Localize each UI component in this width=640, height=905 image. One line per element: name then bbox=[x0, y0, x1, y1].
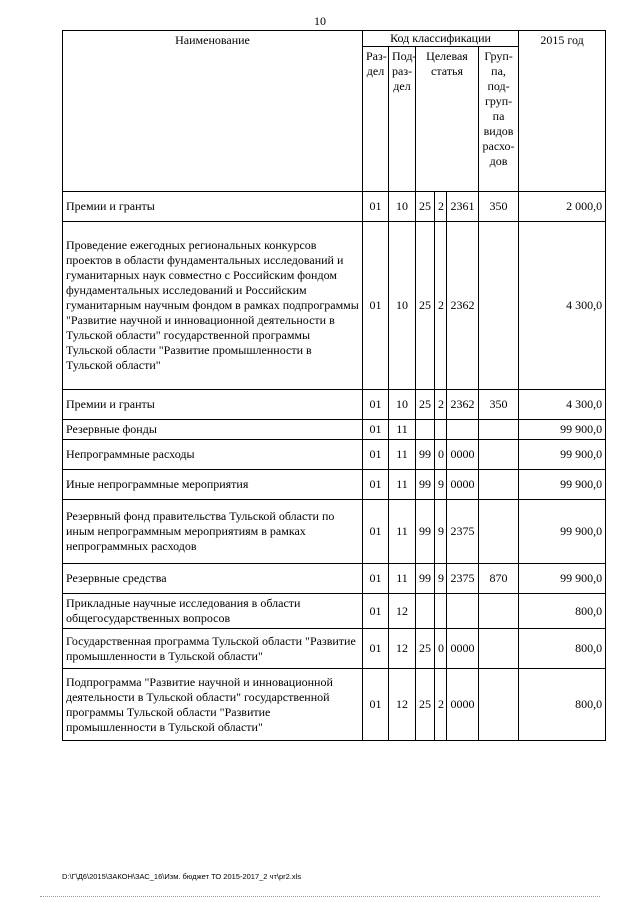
header-razdel: Раз- дел bbox=[363, 47, 389, 192]
row-razdel: 01 bbox=[363, 470, 389, 500]
row-name: Резервные средства bbox=[63, 564, 363, 594]
header-year: 2015 год bbox=[519, 31, 606, 192]
row-podrazdel: 12 bbox=[389, 629, 416, 669]
row-target-direction: 0000 bbox=[447, 470, 479, 500]
row-razdel: 01 bbox=[363, 222, 389, 390]
row-target-direction: 0000 bbox=[447, 669, 479, 741]
row-target-subprogram: 2 bbox=[435, 669, 447, 741]
row-name: Непрограммные расходы bbox=[63, 440, 363, 470]
row-target-program bbox=[416, 594, 435, 629]
row-target-direction: 2361 bbox=[447, 192, 479, 222]
row-expense-type bbox=[479, 440, 519, 470]
table-row bbox=[63, 564, 606, 594]
row-name: Резервные фонды bbox=[63, 420, 363, 440]
row-expense-type: 350 bbox=[479, 390, 519, 420]
row-amount: 800,0 bbox=[519, 594, 606, 629]
row-razdel: 01 bbox=[363, 564, 389, 594]
row-name: Прикладные научные исследования в области общегосударственных вопросов bbox=[63, 594, 363, 629]
table-row bbox=[63, 222, 606, 390]
row-amount: 4 300,0 bbox=[519, 222, 606, 390]
row-podrazdel: 12 bbox=[389, 594, 416, 629]
row-amount: 99 900,0 bbox=[519, 564, 606, 594]
header-name: Наименование bbox=[63, 31, 363, 192]
row-name: Резервный фонд правительства Тульской области по иным непрограммным мероприятиям в рамках непрограммных расходов bbox=[63, 500, 363, 564]
row-podrazdel: 10 bbox=[389, 192, 416, 222]
row-amount: 99 900,0 bbox=[519, 440, 606, 470]
row-amount: 2 000,0 bbox=[519, 192, 606, 222]
row-name: Премии и гранты bbox=[63, 192, 363, 222]
row-amount: 800,0 bbox=[519, 669, 606, 741]
table-body bbox=[63, 192, 606, 741]
row-amount: 99 900,0 bbox=[519, 420, 606, 440]
row-razdel: 01 bbox=[363, 420, 389, 440]
row-expense-type: 870 bbox=[479, 564, 519, 594]
row-target-direction: 2375 bbox=[447, 500, 479, 564]
row-podrazdel: 10 bbox=[389, 222, 416, 390]
row-target-subprogram: 2 bbox=[435, 390, 447, 420]
row-expense-type bbox=[479, 594, 519, 629]
header-target-article: Целевая статья bbox=[416, 47, 479, 192]
row-amount: 99 900,0 bbox=[519, 500, 606, 564]
row-expense-type bbox=[479, 420, 519, 440]
row-target-subprogram: 9 bbox=[435, 564, 447, 594]
table-row bbox=[63, 420, 606, 440]
row-target-subprogram: 0 bbox=[435, 629, 447, 669]
row-target-program: 99 bbox=[416, 470, 435, 500]
scan-artifact-line bbox=[40, 896, 600, 898]
row-expense-type bbox=[479, 629, 519, 669]
row-target-direction bbox=[447, 420, 479, 440]
file-path-footer: D:\Г\Д6\2015\ЗАКОН\ЗАС_16\Изм. бюджет ТО 2015-2017_2 чт\pr2.xls bbox=[62, 872, 302, 881]
table-row bbox=[63, 629, 606, 669]
row-target-direction bbox=[447, 594, 479, 629]
row-razdel: 01 bbox=[363, 629, 389, 669]
row-target-subprogram bbox=[435, 594, 447, 629]
row-target-program: 25 bbox=[416, 629, 435, 669]
row-razdel: 01 bbox=[363, 440, 389, 470]
row-target-direction: 0000 bbox=[447, 440, 479, 470]
row-name: Иные непрограммные мероприятия bbox=[63, 470, 363, 500]
row-name: Государственная программа Тульской области "Развитие промышленности в Тульской области" bbox=[63, 629, 363, 669]
row-target-program: 99 bbox=[416, 564, 435, 594]
table-row bbox=[63, 500, 606, 564]
header-expense-group: Груп- па, под- груп- па видов расхо- дов bbox=[479, 47, 519, 192]
row-target-subprogram: 2 bbox=[435, 222, 447, 390]
table-row bbox=[63, 440, 606, 470]
row-expense-type: 350 bbox=[479, 192, 519, 222]
table-row bbox=[63, 192, 606, 222]
row-target-program: 25 bbox=[416, 192, 435, 222]
row-target-subprogram: 2 bbox=[435, 192, 447, 222]
row-expense-type bbox=[479, 222, 519, 390]
row-expense-type bbox=[479, 669, 519, 741]
row-target-direction: 2375 bbox=[447, 564, 479, 594]
header-classification: Код классификации bbox=[363, 31, 519, 47]
row-name: Проведение ежегодных региональных конкурсов проектов в области фундаментальных исследований и гуманитарных наук совместно с Российским фондом фундаментальных исследований и Российским гуманитарным научным фондом в рамках подпрограммы "Развитие научной и инновационной деятельности в Тульской области" государственной программы Тульской области "Развитие промышленности в Тульской области" bbox=[63, 222, 363, 390]
row-podrazdel: 11 bbox=[389, 500, 416, 564]
row-target-program: 99 bbox=[416, 440, 435, 470]
row-target-program bbox=[416, 420, 435, 440]
row-name: Премии и гранты bbox=[63, 390, 363, 420]
budget-table bbox=[62, 30, 606, 741]
row-name: Подпрограмма "Развитие научной и инновационной деятельности в Тульской области" государственной программы Тульской области "Развитие промышленности в Тульской области" bbox=[63, 669, 363, 741]
row-podrazdel: 10 bbox=[389, 390, 416, 420]
row-amount: 99 900,0 bbox=[519, 470, 606, 500]
row-amount: 800,0 bbox=[519, 629, 606, 669]
row-target-subprogram: 0 bbox=[435, 440, 447, 470]
header-row-1 bbox=[63, 31, 606, 47]
row-podrazdel: 11 bbox=[389, 420, 416, 440]
header-podrazdel: Под- раз- дел bbox=[389, 47, 416, 192]
row-razdel: 01 bbox=[363, 669, 389, 741]
row-expense-type bbox=[479, 470, 519, 500]
row-expense-type bbox=[479, 500, 519, 564]
row-target-program: 99 bbox=[416, 500, 435, 564]
table-row bbox=[63, 594, 606, 629]
row-razdel: 01 bbox=[363, 390, 389, 420]
row-razdel: 01 bbox=[363, 594, 389, 629]
row-amount: 4 300,0 bbox=[519, 390, 606, 420]
row-target-program: 25 bbox=[416, 669, 435, 741]
row-razdel: 01 bbox=[363, 500, 389, 564]
row-podrazdel: 11 bbox=[389, 440, 416, 470]
table-row bbox=[63, 470, 606, 500]
row-target-subprogram: 9 bbox=[435, 500, 447, 564]
row-target-direction: 2362 bbox=[447, 390, 479, 420]
row-target-subprogram bbox=[435, 420, 447, 440]
row-target-subprogram: 9 bbox=[435, 470, 447, 500]
row-podrazdel: 11 bbox=[389, 564, 416, 594]
row-target-direction: 2362 bbox=[447, 222, 479, 390]
row-target-program: 25 bbox=[416, 390, 435, 420]
table-row bbox=[63, 669, 606, 741]
table-row bbox=[63, 390, 606, 420]
row-target-direction: 0000 bbox=[447, 629, 479, 669]
row-target-program: 25 bbox=[416, 222, 435, 390]
row-podrazdel: 11 bbox=[389, 470, 416, 500]
row-razdel: 01 bbox=[363, 192, 389, 222]
page-number: 10 bbox=[314, 14, 326, 28]
row-podrazdel: 12 bbox=[389, 669, 416, 741]
